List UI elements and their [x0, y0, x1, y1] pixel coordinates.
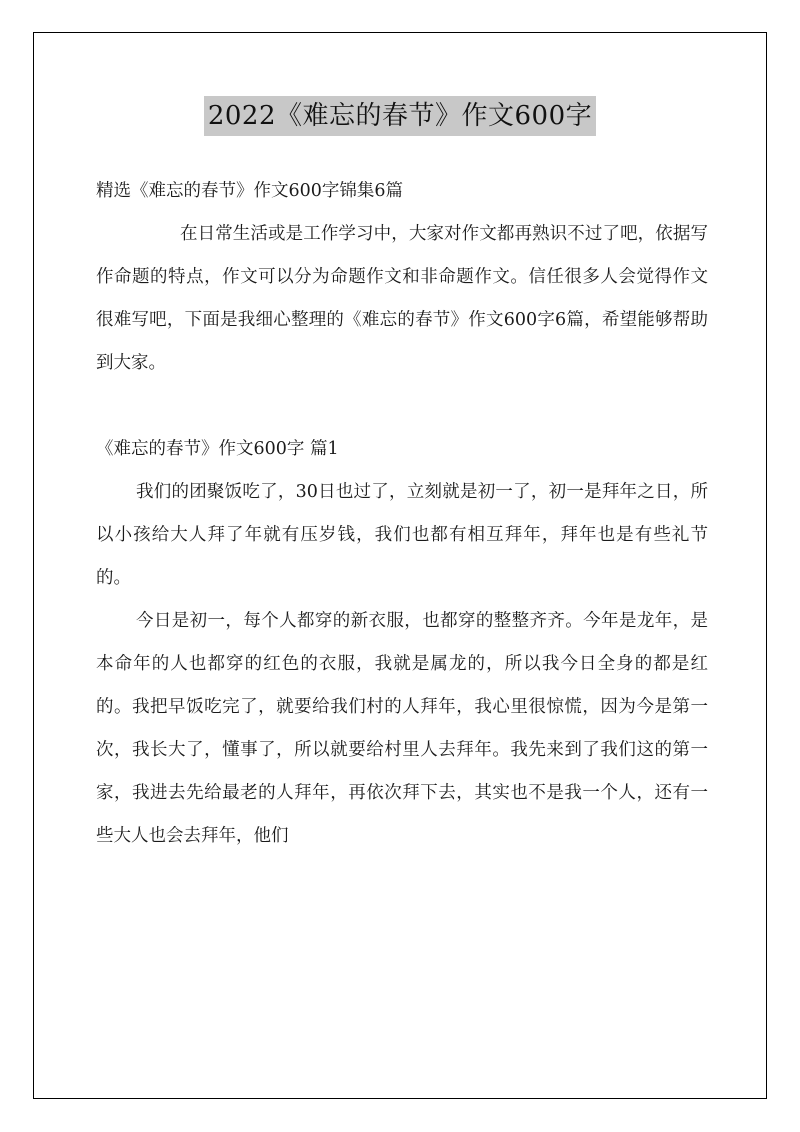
- document-title: 2022《难忘的春节》作文600字: [204, 96, 596, 136]
- section-spacer: [96, 385, 708, 428]
- title-container: [0, 96, 800, 136]
- body-paragraph-1: 我们的团聚饭吃了，30日也过了，立刻就是初一了，初一是拜年之日，所以小孩给大人拜了年就有压岁钱，我们也都有相互拜年，拜年也是有些礼节的。: [96, 482, 708, 588]
- document-body: [96, 170, 708, 858]
- section-heading: 《难忘的春节》作文600字 篇1: [96, 439, 339, 459]
- intro-paragraph: 在日常生活或是工作学习中，大家对作文都再熟识不过了吧，依据写作命题的特点，作文可以分为命题作文和非命题作文。信任很多人会觉得作文很难写吧，下面是我细心整理的《难忘的春节》作文600字6篇，希望能够帮助到大家。: [96, 224, 708, 373]
- document-subtitle: 精选《难忘的春节》作文600字锦集6篇: [96, 181, 404, 201]
- body-paragraph-2: 今日是初一，每个人都穿的新衣服，也都穿的整整齐齐。今年是龙年，是本命年的人也都穿的红色的衣服，我就是属龙的，所以我今日全身的都是红的。我把早饭吃完了，就要给我们村的人拜年，我心里很惊慌，因为今是第一次，我长大了，懂事了，所以就要给村里人去拜年。我先来到了我们这的第一家，我进去先给最老的人拜年，再依次拜下去，其实也不是我一个人，还有一些大人也会去拜年，他们: [96, 611, 708, 846]
